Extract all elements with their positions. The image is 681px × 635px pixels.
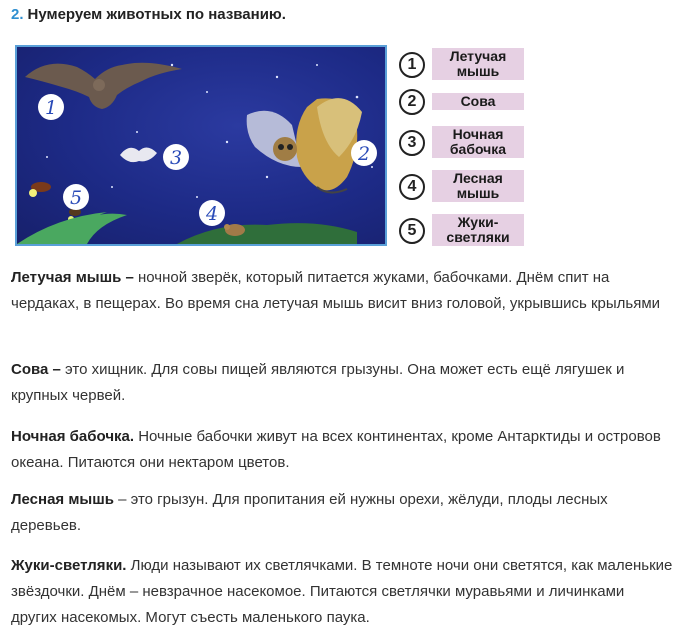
svg-text:3: 3 [169, 147, 183, 169]
moon-icon [236, 55, 257, 86]
task-number: 2. [11, 6, 24, 23]
answer-item-fireflies [399, 214, 539, 250]
answer-number: 4 [399, 174, 425, 200]
answer-label: Ночная бабочка [432, 126, 524, 158]
svg-text:1: 1 [44, 97, 58, 119]
answer-item-owl [399, 89, 539, 125]
owl-icon [247, 98, 362, 192]
night-scene-drawing [17, 47, 385, 244]
answer-item-bat [399, 48, 539, 84]
paragraph-term: Сова – [11, 361, 61, 378]
paragraph-text: ночной зверёк, который питается жуками, бабочками. Днём спит на чердаках, в пещерах. Во время сна летучая мышь висит вниз головой, укрывшись крыльями [11, 269, 661, 312]
paragraph-text: Ночные бабочки живут на всех континентах, кроме Антарктиды и островов океана. Питаются они нектаром цветов. [11, 428, 661, 471]
handwritten-number-1 [38, 94, 64, 120]
answer-label: Летучая мышь [432, 48, 524, 80]
paragraph-wood-mouse [11, 487, 673, 539]
paragraph-text: – это грызун. Для пропитания ей нужны орехи, жёлуди, плоды лесных деревьев. [11, 491, 608, 534]
handwritten-number-3 [163, 144, 189, 170]
handwritten-number-2 [351, 140, 377, 166]
handwritten-number-4 [199, 200, 225, 226]
paragraph-term: Ночная бабочка. [11, 428, 135, 445]
answer-number: 2 [399, 89, 425, 115]
handwritten-number-5 [63, 184, 89, 210]
answer-number: 1 [399, 52, 425, 78]
answer-label: Жуки-светляки [432, 214, 524, 246]
moth-icon [120, 147, 157, 162]
svg-text:2: 2 [357, 143, 371, 165]
night-scene-illustration [15, 45, 387, 246]
answer-item-moth [399, 126, 539, 162]
paragraph-moth [11, 424, 673, 476]
task-title: Нумеруем животных по названию. [27, 6, 286, 23]
paragraph-text: Люди называют их светлячками. В темноте ночи они светятся, как маленькие звёздочки. Днём – невзрачное насекомое. Питаются светлячки муравьями и личинками других насекомых. Могут съесть маленького паука. [11, 557, 673, 626]
paragraph-bat [11, 265, 673, 317]
answer-label: Лесная мышь [432, 170, 524, 202]
answer-label: Сова [432, 93, 524, 110]
paragraph-fireflies [11, 553, 673, 631]
task-header [11, 6, 286, 23]
svg-text:4: 4 [205, 203, 219, 225]
paragraph-owl [11, 357, 673, 409]
svg-text:5: 5 [69, 187, 83, 209]
answer-number: 5 [399, 218, 425, 244]
answer-number: 3 [399, 130, 425, 156]
paragraph-term: Лесная мышь [11, 491, 114, 508]
answer-item-wood-mouse [399, 170, 539, 206]
paragraph-term: Летучая мышь – [11, 269, 134, 286]
paragraph-term: Жуки-светляки. [11, 557, 127, 574]
paragraph-text: это хищник. Для совы пищей являются грызуны. Она может есть ещё лягушек и крупных червей. [11, 361, 625, 404]
